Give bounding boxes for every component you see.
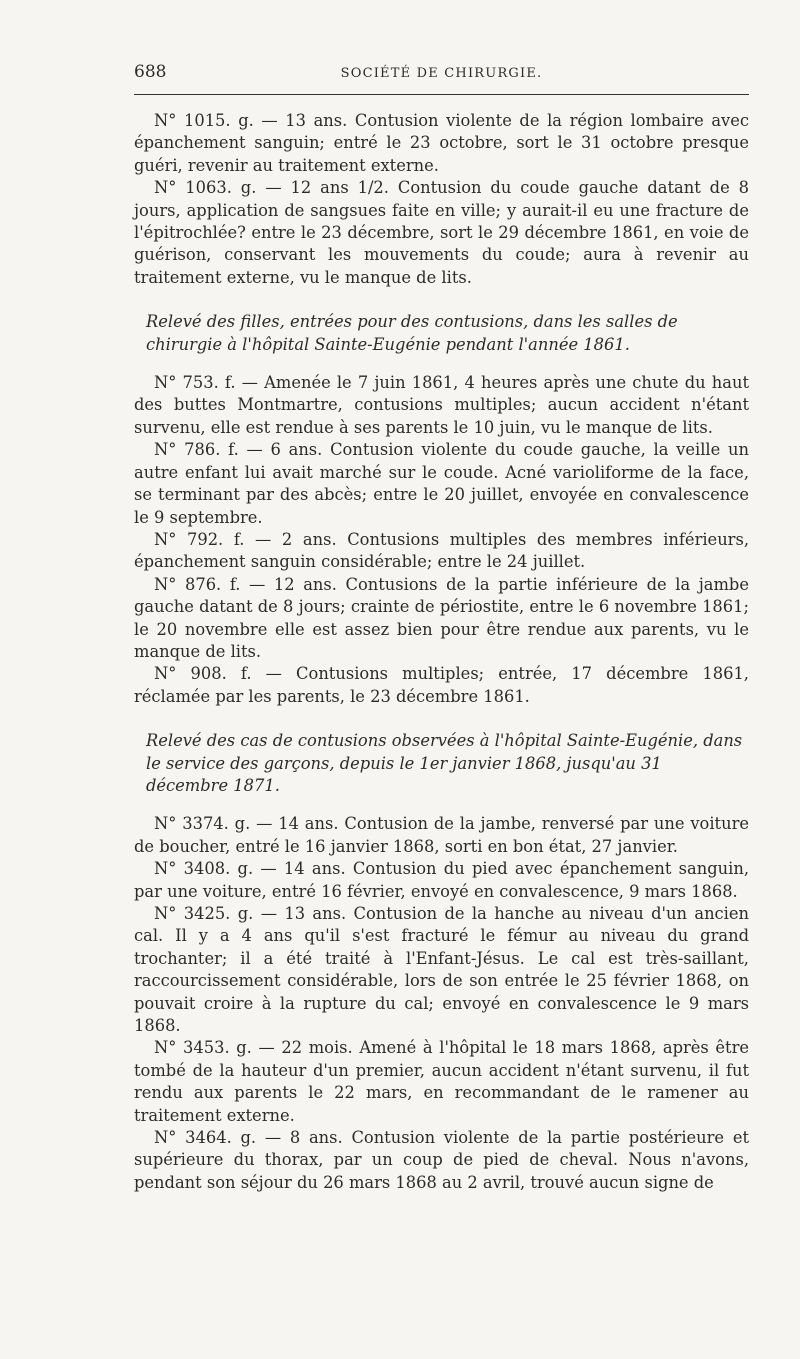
page-number: 688 xyxy=(134,62,167,82)
entry-paragraph: N° 876. f. — 12 ans. Contusions de la partie inférieure de la jambe gauche datant de 8 jours; crainte de périostite, entre le 6 novembre 1861; le 20 novembre elle est assez bien pour être rendue aux parents, vu le manque de lits. xyxy=(134,574,749,661)
page-header xyxy=(134,58,749,88)
entry-paragraph: N° 3425. g. — 13 ans. Contusion de la hanche au niveau d'un ancien cal. Il y a 4 ans qu'il s'est fracturé le fémur au niveau du grand trochanter; il a été traité à l'Enfant-Jésus. Le cal est très-saillant, raccourcissement considérable, lors de son entrée le 25 février 1868, on pouvait croire à la rupture du cal; envoyé en convalescence le 9 mars 1868. xyxy=(134,904,749,1036)
entry-paragraph: N° 3453. g. — 22 mois. Amené à l'hôpital le 18 mars 1868, après être tombé de la hauteur d'un premier, aucun accident n'étant survenu, il fut rendu aux parents le 22 mars, en recommandant de le ramener au traitement externe. xyxy=(134,1038,749,1125)
section-heading: Relevé des filles, entrées pour des contusions, dans les salles de chirurgie à l'hôpital Sainte-Eugénie pendant l'année 1861. xyxy=(146,312,678,354)
entry-paragraph: N° 908. f. — Contusions multiples; entrée, 17 décembre 1861, réclamée par les parents, le 23 décembre 1861. xyxy=(134,664,749,706)
entry-paragraph: N° 1063. g. — 12 ans 1/2. Contusion du coude gauche datant de 8 jours, application de sangsues faite en ville; y aurait-il eu une fracture de l'épitrochlée? entre le 23 décembre, sort le 29 décembre 1861, en voie de guérison, conservant les mouvements du coude; aura à revenir au traitement externe, vu le manque de lits. xyxy=(134,178,749,287)
entry-paragraph: N° 753. f. — Amenée le 7 juin 1861, 4 heures après une chute du haut des buttes Montmartre, contusions multiples; aucun accident n'étant survenu, elle est rendue à ses parents le 10 juin, vu le manque de lits. xyxy=(134,373,749,437)
page-body xyxy=(134,110,749,1194)
entry-paragraph: N° 3374. g. — 14 ans. Contusion de la jambe, renversé par une voiture de boucher, entré le 16 janvier 1868, sorti en bon état, 27 janvier. xyxy=(134,814,749,856)
entry-paragraph: N° 786. f. — 6 ans. Contusion violente du coude gauche, la veille un autre enfant lui avait marché sur le coude. Acné varioliforme de la face, se terminant par des abcès; entre le 20 juillet, envoyée en convalescence le 9 septembre. xyxy=(134,440,749,527)
entry-paragraph: N° 3408. g. — 14 ans. Contusion du pied avec épanchement sanguin, par une voiture, entré 16 février, envoyé en convalescence, 9 mars 1868. xyxy=(134,859,749,901)
running-title: SOCIÉTÉ DE CHIRURGIE. xyxy=(340,66,543,81)
entry-paragraph: N° 1015. g. — 13 ans. Contusion violente de la région lombaire avec épanchement sanguin; entré le 23 octobre, sort le 31 octobre presque guéri, revenir au traitement externe. xyxy=(134,111,749,175)
section-heading: Relevé des cas de contusions observées à l'hôpital Sainte-Eugénie, dans le service des garçons, depuis le 1er janvier 1868, jusqu'au 31 décembre 1871. xyxy=(146,731,743,795)
entry-paragraph: N° 792. f. — 2 ans. Contusions multiples des membres inférieurs, épanchement sanguin considérable; entre le 24 juillet. xyxy=(134,529,749,572)
entry-paragraph: N° 3464. g. — 8 ans. Contusion violente de la partie postérieure et supérieure du thorax, par un coup de pied de cheval. Nous n'avons, pendant son séjour du 26 mars 1868 au 2 avril, trouvé aucun signe de xyxy=(134,1128,749,1192)
header-rule xyxy=(134,94,749,95)
